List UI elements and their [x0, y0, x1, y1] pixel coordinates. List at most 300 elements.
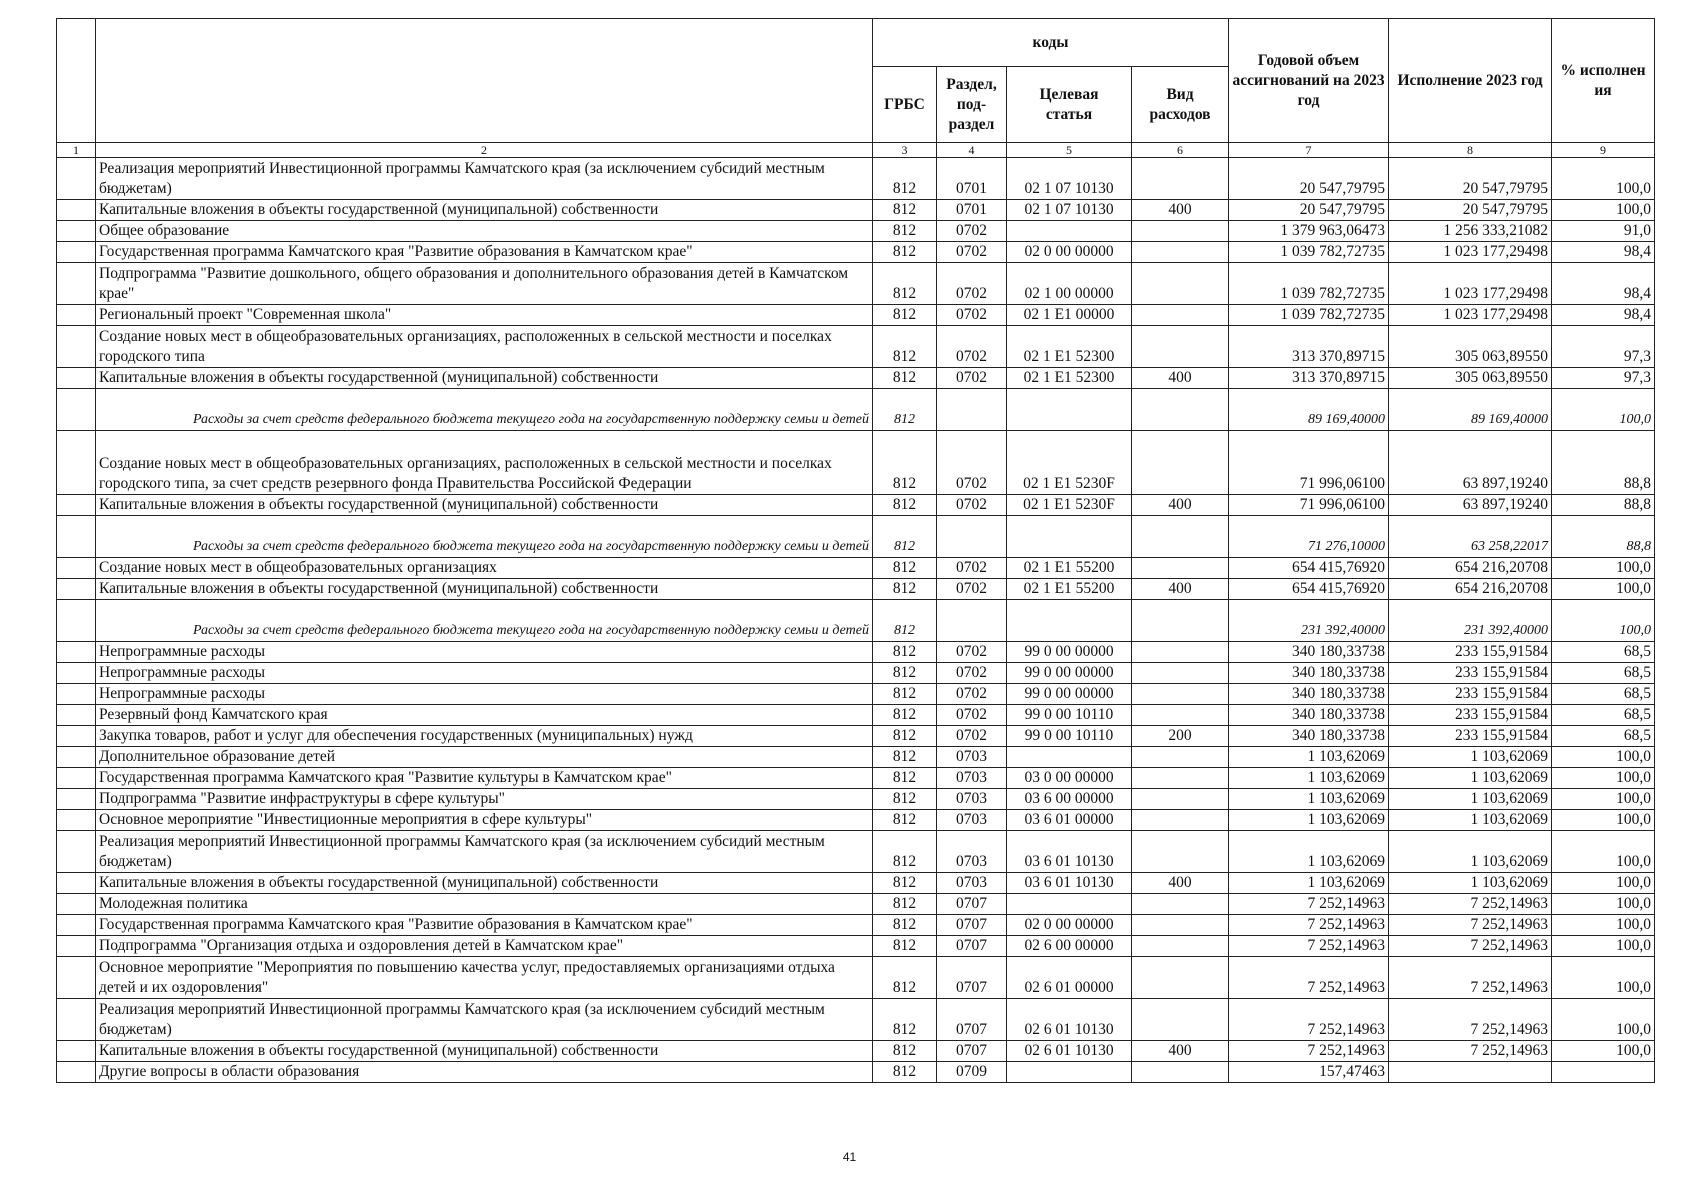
table-row	[57, 873, 1655, 894]
row-index-cell	[57, 368, 96, 389]
razdel-cell: 0709	[937, 1062, 1007, 1083]
expense-type-cell: 400	[1132, 579, 1229, 600]
expense-type-cell	[1132, 263, 1229, 305]
expense-name-cell: Общее образование	[96, 221, 873, 242]
annual-allocation-cell: 1 103,62069	[1229, 768, 1389, 789]
annual-allocation-cell: 1 103,62069	[1229, 789, 1389, 810]
annual-allocation-cell: 20 547,79795	[1229, 158, 1389, 200]
target-article-cell: 02 1 E1 5230F	[1007, 431, 1132, 495]
percent-cell: 100,0	[1552, 158, 1655, 200]
percent-cell: 68,5	[1552, 705, 1655, 726]
annual-allocation-cell: 1 103,62069	[1229, 831, 1389, 873]
percent-cell: 100,0	[1552, 999, 1655, 1041]
table-row	[57, 558, 1655, 579]
target-article-cell: 02 6 01 10130	[1007, 999, 1132, 1041]
row-index-cell	[57, 431, 96, 495]
expense-name-cell: Капитальные вложения в объекты государственной (муниципальной) собственности	[96, 579, 873, 600]
header-annual-allocation: Годовой объем ассигнований на 2023 год	[1229, 19, 1389, 143]
expense-name-cell: Расходы за счет средств федерального бюджета текущего года на государственную поддержку семьи и детей	[96, 389, 873, 431]
target-article-cell	[1007, 516, 1132, 558]
razdel-cell: 0702	[937, 663, 1007, 684]
table-row	[57, 305, 1655, 326]
execution-cell: 1 103,62069	[1389, 747, 1552, 768]
razdel-cell: 0702	[937, 305, 1007, 326]
percent-cell: 68,5	[1552, 642, 1655, 663]
grbs-cell: 812	[873, 789, 937, 810]
annual-allocation-cell: 1 103,62069	[1229, 873, 1389, 894]
expense-name-cell: Дополнительное образование детей	[96, 747, 873, 768]
target-article-cell	[1007, 747, 1132, 768]
table-row	[57, 326, 1655, 368]
razdel-cell: 0702	[937, 558, 1007, 579]
expense-name-cell: Непрограммные расходы	[96, 663, 873, 684]
annual-allocation-cell: 313 370,89715	[1229, 368, 1389, 389]
expense-name-cell: Основное мероприятие "Мероприятия по повышению качества услуг, предоставляемых организациями отдыха детей и их оздоровления"	[96, 957, 873, 999]
percent-cell: 100,0	[1552, 936, 1655, 957]
table-row	[57, 431, 1655, 495]
execution-cell: 1 023 177,29498	[1389, 263, 1552, 305]
expense-name-cell: Создание новых мест в общеобразовательных организациях, расположенных в сельской местности и поселках городского типа, за счет средств резервного фонда Правительства Российской Федерации	[96, 431, 873, 495]
expense-type-cell	[1132, 221, 1229, 242]
annual-allocation-cell: 313 370,89715	[1229, 326, 1389, 368]
row-index-cell	[57, 1041, 96, 1062]
header-target-article: Целевая статья	[1007, 67, 1132, 143]
expense-type-cell	[1132, 516, 1229, 558]
percent-cell: 88,8	[1552, 431, 1655, 495]
expense-name-cell: Реализация мероприятий Инвестиционной программы Камчатского края (за исключением субсидий местным бюджетам)	[96, 831, 873, 873]
row-index-cell	[57, 221, 96, 242]
percent-cell: 97,3	[1552, 326, 1655, 368]
expense-type-cell	[1132, 242, 1229, 263]
execution-cell: 654 216,20708	[1389, 579, 1552, 600]
row-index-cell	[57, 242, 96, 263]
expense-name-cell: Государственная программа Камчатского края "Развитие образования в Камчатском крае"	[96, 915, 873, 936]
target-article-cell: 03 6 01 10130	[1007, 831, 1132, 873]
annual-allocation-cell: 231 392,40000	[1229, 600, 1389, 642]
razdel-cell: 0702	[937, 726, 1007, 747]
percent-cell: 88,8	[1552, 495, 1655, 516]
grbs-cell: 812	[873, 810, 937, 831]
percent-cell: 97,3	[1552, 368, 1655, 389]
execution-cell: 1 103,62069	[1389, 789, 1552, 810]
percent-cell: 68,5	[1552, 663, 1655, 684]
expense-name-cell: Реализация мероприятий Инвестиционной программы Камчатского края (за исключением субсидий местным бюджетам)	[96, 158, 873, 200]
row-index-cell	[57, 663, 96, 684]
execution-cell: 63 897,19240	[1389, 495, 1552, 516]
row-index-cell	[57, 158, 96, 200]
razdel-cell	[937, 600, 1007, 642]
target-article-cell	[1007, 1062, 1132, 1083]
annual-allocation-cell: 89 169,40000	[1229, 389, 1389, 431]
expense-name-cell: Государственная программа Камчатского края "Развитие образования в Камчатском крае"	[96, 242, 873, 263]
annual-allocation-cell: 157,47463	[1229, 1062, 1389, 1083]
grbs-cell: 812	[873, 389, 937, 431]
razdel-cell: 0703	[937, 747, 1007, 768]
expense-type-cell	[1132, 305, 1229, 326]
expense-type-cell: 400	[1132, 1041, 1229, 1062]
target-article-cell: 03 6 01 10130	[1007, 873, 1132, 894]
target-article-cell: 99 0 00 10110	[1007, 726, 1132, 747]
expense-type-cell	[1132, 684, 1229, 705]
annual-allocation-cell: 340 180,33738	[1229, 726, 1389, 747]
execution-cell: 1 023 177,29498	[1389, 305, 1552, 326]
target-article-cell: 02 1 E1 52300	[1007, 368, 1132, 389]
expense-name-cell: Капитальные вложения в объекты государственной (муниципальной) собственности	[96, 368, 873, 389]
percent-cell: 100,0	[1552, 579, 1655, 600]
expense-type-cell	[1132, 158, 1229, 200]
expense-name-cell: Другие вопросы в области образования	[96, 1062, 873, 1083]
expense-type-cell	[1132, 431, 1229, 495]
target-article-cell: 99 0 00 00000	[1007, 663, 1132, 684]
grbs-cell: 812	[873, 305, 937, 326]
expense-name-cell: Расходы за счет средств федерального бюджета текущего года на государственную поддержку семьи и детей	[96, 516, 873, 558]
grbs-cell: 812	[873, 558, 937, 579]
percent-cell: 100,0	[1552, 200, 1655, 221]
row-index-cell	[57, 558, 96, 579]
table-row	[57, 789, 1655, 810]
column-number: 6	[1132, 143, 1229, 158]
row-index-cell	[57, 957, 96, 999]
column-number: 5	[1007, 143, 1132, 158]
grbs-cell: 812	[873, 368, 937, 389]
annual-allocation-cell: 71 996,06100	[1229, 495, 1389, 516]
expense-name-cell: Резервный фонд Камчатского края	[96, 705, 873, 726]
execution-cell: 7 252,14963	[1389, 936, 1552, 957]
header-percent: % исполнения	[1552, 19, 1655, 143]
row-index-cell	[57, 1062, 96, 1083]
grbs-cell: 812	[873, 957, 937, 999]
target-article-cell: 02 1 07 10130	[1007, 200, 1132, 221]
expense-type-cell	[1132, 705, 1229, 726]
expense-type-cell	[1132, 999, 1229, 1041]
percent-cell: 91,0	[1552, 221, 1655, 242]
table-row	[57, 242, 1655, 263]
expense-type-cell: 400	[1132, 368, 1229, 389]
row-index-cell	[57, 389, 96, 431]
target-article-cell	[1007, 600, 1132, 642]
percent-cell: 100,0	[1552, 789, 1655, 810]
grbs-cell: 812	[873, 516, 937, 558]
target-article-cell: 02 0 00 00000	[1007, 242, 1132, 263]
grbs-cell: 812	[873, 600, 937, 642]
razdel-cell	[937, 389, 1007, 431]
table-row	[57, 705, 1655, 726]
annual-allocation-cell: 1 103,62069	[1229, 747, 1389, 768]
column-number: 8	[1389, 143, 1552, 158]
budget-table-sheet	[56, 18, 1654, 1083]
percent-cell: 88,8	[1552, 516, 1655, 558]
annual-allocation-cell: 7 252,14963	[1229, 936, 1389, 957]
grbs-cell: 812	[873, 579, 937, 600]
row-index-cell	[57, 831, 96, 873]
razdel-cell: 0707	[937, 936, 1007, 957]
grbs-cell: 812	[873, 999, 937, 1041]
grbs-cell: 812	[873, 642, 937, 663]
percent-cell: 68,5	[1552, 726, 1655, 747]
expense-type-cell	[1132, 600, 1229, 642]
expense-type-cell: 400	[1132, 200, 1229, 221]
expense-type-cell	[1132, 936, 1229, 957]
grbs-cell: 812	[873, 431, 937, 495]
execution-cell: 654 216,20708	[1389, 558, 1552, 579]
percent-cell: 100,0	[1552, 831, 1655, 873]
row-index-cell	[57, 495, 96, 516]
expense-name-cell: Реализация мероприятий Инвестиционной программы Камчатского края (за исключением субсидий местным бюджетам)	[96, 999, 873, 1041]
row-index-cell	[57, 684, 96, 705]
razdel-cell: 0702	[937, 579, 1007, 600]
percent-cell: 100,0	[1552, 389, 1655, 431]
target-article-cell: 02 1 E1 55200	[1007, 558, 1132, 579]
execution-cell: 233 155,91584	[1389, 705, 1552, 726]
annual-allocation-cell: 1 039 782,72735	[1229, 305, 1389, 326]
grbs-cell: 812	[873, 663, 937, 684]
column-number: 9	[1552, 143, 1655, 158]
razdel-cell: 0702	[937, 326, 1007, 368]
razdel-cell: 0703	[937, 873, 1007, 894]
row-index-cell	[57, 726, 96, 747]
table-row	[57, 263, 1655, 305]
expense-name-cell: Создание новых мест в общеобразовательных организациях	[96, 558, 873, 579]
execution-cell: 7 252,14963	[1389, 894, 1552, 915]
budget-execution-table	[56, 18, 1655, 1083]
grbs-cell: 812	[873, 768, 937, 789]
expense-type-cell	[1132, 789, 1229, 810]
row-index-cell	[57, 705, 96, 726]
execution-cell: 233 155,91584	[1389, 726, 1552, 747]
execution-cell: 231 392,40000	[1389, 600, 1552, 642]
execution-cell: 89 169,40000	[1389, 389, 1552, 431]
annual-allocation-cell: 7 252,14963	[1229, 999, 1389, 1041]
expense-name-cell: Непрограммные расходы	[96, 684, 873, 705]
grbs-cell: 812	[873, 158, 937, 200]
razdel-cell: 0707	[937, 894, 1007, 915]
execution-cell: 1 256 333,21082	[1389, 221, 1552, 242]
table-row	[57, 915, 1655, 936]
row-index-cell	[57, 200, 96, 221]
annual-allocation-cell: 1 039 782,72735	[1229, 263, 1389, 305]
table-row	[57, 768, 1655, 789]
percent-cell: 100,0	[1552, 873, 1655, 894]
expense-type-cell	[1132, 558, 1229, 579]
execution-cell: 7 252,14963	[1389, 915, 1552, 936]
target-article-cell: 02 1 07 10130	[1007, 158, 1132, 200]
table-row	[57, 894, 1655, 915]
target-article-cell: 99 0 00 10110	[1007, 705, 1132, 726]
execution-cell: 1 023 177,29498	[1389, 242, 1552, 263]
expense-name-cell: Капитальные вложения в объекты государственной (муниципальной) собственности	[96, 200, 873, 221]
target-article-cell	[1007, 389, 1132, 431]
expense-type-cell	[1132, 389, 1229, 431]
grbs-cell: 812	[873, 495, 937, 516]
expense-name-cell: Подпрограмма "Организация отдыха и оздоровления детей в Камчатском крае"	[96, 936, 873, 957]
percent-cell: 98,4	[1552, 305, 1655, 326]
razdel-cell: 0703	[937, 768, 1007, 789]
razdel-cell: 0701	[937, 158, 1007, 200]
table-row	[57, 663, 1655, 684]
grbs-cell: 812	[873, 873, 937, 894]
percent-cell: 100,0	[1552, 600, 1655, 642]
expense-type-cell	[1132, 747, 1229, 768]
expense-name-cell: Капитальные вложения в объекты государственной (муниципальной) собственности	[96, 873, 873, 894]
target-article-cell: 99 0 00 00000	[1007, 642, 1132, 663]
razdel-cell: 0702	[937, 431, 1007, 495]
annual-allocation-cell: 654 415,76920	[1229, 579, 1389, 600]
table-row	[57, 810, 1655, 831]
execution-cell: 7 252,14963	[1389, 1041, 1552, 1062]
expense-name-cell: Государственная программа Камчатского края "Развитие культуры в Камчатском крае"	[96, 768, 873, 789]
header-codes: коды	[873, 19, 1229, 67]
annual-allocation-cell: 340 180,33738	[1229, 684, 1389, 705]
razdel-cell: 0702	[937, 221, 1007, 242]
execution-cell: 233 155,91584	[1389, 684, 1552, 705]
row-index-cell	[57, 642, 96, 663]
expense-name-cell: Молодежная политика	[96, 894, 873, 915]
row-index-cell	[57, 915, 96, 936]
row-index-cell	[57, 999, 96, 1041]
federal-budget-subrow	[57, 516, 1655, 558]
header-razdel: Раздел, под-раздел	[937, 67, 1007, 143]
row-index-cell	[57, 873, 96, 894]
expense-name-cell: Подпрограмма "Развитие инфраструктуры в сфере культуры"	[96, 789, 873, 810]
table-row	[57, 936, 1655, 957]
grbs-cell: 812	[873, 1062, 937, 1083]
target-article-cell: 02 1 E1 5230F	[1007, 495, 1132, 516]
annual-allocation-cell: 1 039 782,72735	[1229, 242, 1389, 263]
razdel-cell: 0702	[937, 368, 1007, 389]
razdel-cell: 0702	[937, 705, 1007, 726]
grbs-cell: 812	[873, 326, 937, 368]
row-index-cell	[57, 747, 96, 768]
annual-allocation-cell: 7 252,14963	[1229, 1041, 1389, 1062]
column-number: 1	[57, 143, 96, 158]
razdel-cell: 0702	[937, 684, 1007, 705]
target-article-cell	[1007, 894, 1132, 915]
razdel-cell: 0703	[937, 810, 1007, 831]
expense-type-cell	[1132, 894, 1229, 915]
target-article-cell: 02 6 01 10130	[1007, 1041, 1132, 1062]
expense-name-cell: Капитальные вложения в объекты государственной (муниципальной) собственности	[96, 495, 873, 516]
table-row	[57, 368, 1655, 389]
grbs-cell: 812	[873, 200, 937, 221]
expense-type-cell	[1132, 1062, 1229, 1083]
target-article-cell	[1007, 221, 1132, 242]
annual-allocation-cell: 1 379 963,06473	[1229, 221, 1389, 242]
row-index-cell	[57, 326, 96, 368]
grbs-cell: 812	[873, 242, 937, 263]
row-index-cell	[57, 894, 96, 915]
execution-cell: 7 252,14963	[1389, 957, 1552, 999]
execution-cell	[1389, 1062, 1552, 1083]
row-index-cell	[57, 600, 96, 642]
table-row	[57, 579, 1655, 600]
row-index-cell	[57, 789, 96, 810]
razdel-cell	[937, 516, 1007, 558]
percent-cell: 100,0	[1552, 915, 1655, 936]
target-article-cell: 02 1 E1 55200	[1007, 579, 1132, 600]
execution-cell: 7 252,14963	[1389, 999, 1552, 1041]
grbs-cell: 812	[873, 1041, 937, 1062]
expense-name-cell: Подпрограмма "Развитие дошкольного, общего образования и дополнительного образования детей в Камчатском крае"	[96, 263, 873, 305]
execution-cell: 233 155,91584	[1389, 642, 1552, 663]
execution-cell: 63 897,19240	[1389, 431, 1552, 495]
expense-type-cell	[1132, 810, 1229, 831]
row-index-cell	[57, 810, 96, 831]
execution-cell: 1 103,62069	[1389, 873, 1552, 894]
table-row	[57, 158, 1655, 200]
column-number: 2	[96, 143, 873, 158]
header-expense-type: Вид расходов	[1132, 67, 1229, 143]
expense-name-cell: Региональный проект "Современная школа"	[96, 305, 873, 326]
annual-allocation-cell: 654 415,76920	[1229, 558, 1389, 579]
razdel-cell: 0701	[937, 200, 1007, 221]
execution-cell: 233 155,91584	[1389, 663, 1552, 684]
table-row	[57, 1041, 1655, 1062]
percent-cell: 100,0	[1552, 558, 1655, 579]
execution-cell: 1 103,62069	[1389, 810, 1552, 831]
expense-type-cell: 400	[1132, 873, 1229, 894]
percent-cell: 100,0	[1552, 957, 1655, 999]
annual-allocation-cell: 71 276,10000	[1229, 516, 1389, 558]
header-execution: Исполнение 2023 год	[1389, 19, 1552, 143]
razdel-cell: 0703	[937, 831, 1007, 873]
header-grbs: ГРБС	[873, 67, 937, 143]
grbs-cell: 812	[873, 726, 937, 747]
expense-type-cell	[1132, 326, 1229, 368]
target-article-cell: 03 6 00 00000	[1007, 789, 1132, 810]
razdel-cell: 0707	[937, 957, 1007, 999]
grbs-cell: 812	[873, 936, 937, 957]
row-index-cell	[57, 936, 96, 957]
annual-allocation-cell: 1 103,62069	[1229, 810, 1389, 831]
percent-cell: 98,4	[1552, 263, 1655, 305]
table-row	[57, 999, 1655, 1041]
grbs-cell: 812	[873, 894, 937, 915]
execution-cell: 1 103,62069	[1389, 768, 1552, 789]
table-row	[57, 726, 1655, 747]
annual-allocation-cell: 7 252,14963	[1229, 915, 1389, 936]
grbs-cell: 812	[873, 915, 937, 936]
execution-cell: 305 063,89550	[1389, 326, 1552, 368]
grbs-cell: 812	[873, 831, 937, 873]
percent-cell: 100,0	[1552, 810, 1655, 831]
target-article-cell: 02 1 00 00000	[1007, 263, 1132, 305]
target-article-cell: 02 6 01 00000	[1007, 957, 1132, 999]
grbs-cell: 812	[873, 705, 937, 726]
target-article-cell: 02 0 00 00000	[1007, 915, 1132, 936]
target-article-cell: 03 0 00 00000	[1007, 768, 1132, 789]
table-body	[57, 158, 1655, 1083]
percent-cell: 100,0	[1552, 894, 1655, 915]
razdel-cell: 0703	[937, 789, 1007, 810]
percent-cell: 100,0	[1552, 747, 1655, 768]
annual-allocation-cell: 7 252,14963	[1229, 894, 1389, 915]
percent-cell: 68,5	[1552, 684, 1655, 705]
column-number-row	[57, 143, 1655, 158]
annual-allocation-cell: 71 996,06100	[1229, 431, 1389, 495]
row-index-cell	[57, 516, 96, 558]
header-blank-index	[57, 19, 96, 143]
target-article-cell: 99 0 00 00000	[1007, 684, 1132, 705]
row-index-cell	[57, 768, 96, 789]
execution-cell: 63 258,22017	[1389, 516, 1552, 558]
expense-type-cell	[1132, 915, 1229, 936]
row-index-cell	[57, 305, 96, 326]
percent-cell: 100,0	[1552, 1041, 1655, 1062]
expense-name-cell: Капитальные вложения в объекты государственной (муниципальной) собственности	[96, 1041, 873, 1062]
target-article-cell: 02 1 E1 00000	[1007, 305, 1132, 326]
table-row	[57, 684, 1655, 705]
federal-budget-subrow	[57, 389, 1655, 431]
